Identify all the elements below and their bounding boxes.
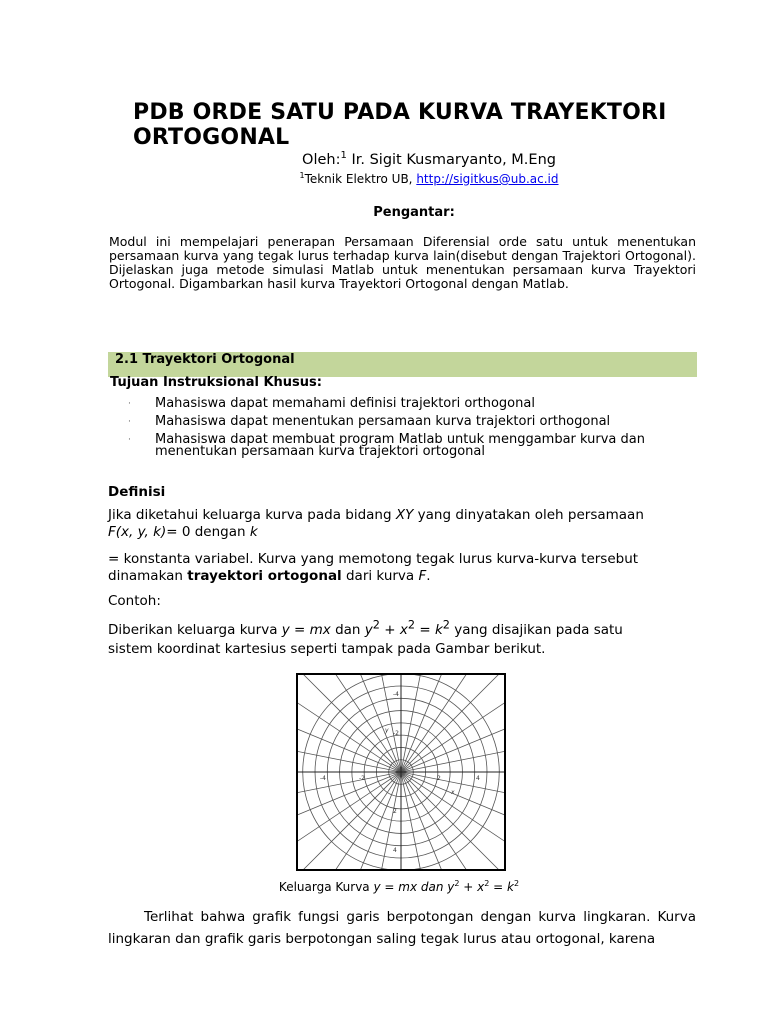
section-title: 2.1 Trayektori Ortogonal	[115, 352, 295, 367]
email-link[interactable]: http://sigitkus@ub.ac.id	[416, 172, 559, 186]
list-item: · Mahasiswa dapat membuat program Matlab untuk menggambar kurva dan menentukan persamaan kurva trajektori ortogonal	[128, 432, 645, 459]
definition-heading: Definisi	[108, 484, 166, 500]
affiliation-line	[0, 172, 768, 186]
x-tick-label: 4	[476, 775, 480, 782]
definition-paragraph-2: = konstanta variabel. Kurva yang memotong tegak lurus kurva-kurva tersebut dinamakan trayektori ortogonal dari kurva F.	[108, 551, 639, 584]
affiliation-text: Teknik Elektro UB,	[304, 172, 417, 186]
objectives-list	[128, 398, 688, 464]
bullet-icon: ·	[128, 417, 131, 427]
author-line	[0, 152, 768, 168]
list-item: · Mahasiswa dapat memahami definisi trajektori orthogonal	[128, 396, 535, 411]
bullet-icon: ·	[128, 435, 131, 445]
x-tick-label: -2	[359, 775, 365, 782]
example-paragraph: Diberikan keluarga kurva y = mx dan $y^2 + x^2 = k^2$ yang disajikan pada satu sistem koordinat kartesius seperti tampak pada Gambar berikut.	[108, 618, 623, 657]
example-label: Contoh:	[108, 593, 161, 609]
affiliation-sup: 1	[299, 171, 305, 180]
definition-paragraph-1: Jika diketahui keluarga kurva pada bidang XY yang dinyatakan oleh persamaan F(x, y, k)= 0 dengan k	[108, 507, 644, 540]
orthogonal-curves-figure	[296, 673, 506, 871]
intro-paragraph: Modul ini mempelajari penerapan Persamaan Diferensial orde satu untuk menentukan persamaan kurva yang tegak lurus terhadap kurva lain(disebut dengan Trajektori Ortogonal). Dijelaskan juga metode simulasi Matlab untuk menentukan persamaan kurva Trayektori Ortogonal. Digambarkan hasil kurva Trayektori Ortogonal dengan Matlab.	[109, 234, 696, 291]
bullet-icon: ·	[128, 399, 131, 409]
y-axis-label: y	[385, 727, 389, 734]
x-tick-label: -4	[320, 775, 326, 782]
document-title: PDB ORDE SATU PADA KURVA TRAYEKTORI ORTOGONAL	[133, 100, 667, 150]
x-axis-label: x	[451, 789, 455, 796]
figure-plot	[298, 675, 504, 869]
y-tick-label: 2	[393, 808, 397, 815]
author-sup: 1	[340, 150, 347, 162]
y-tick-label: 4	[393, 847, 397, 854]
author-name: Ir. Sigit Kusmaryanto, M.Eng	[346, 152, 556, 168]
x-tick-label: 2	[437, 775, 441, 782]
intro-heading: Pengantar:	[373, 205, 455, 220]
y-tick-label: -2	[393, 730, 399, 737]
list-item: · Mahasiswa dapat menentukan persamaan kurva trajektori orthogonal	[128, 414, 611, 429]
section-header	[108, 352, 697, 377]
body-paragraph: Terlihat bahwa grafik fungsi garis berpotongan dengan kurva lingkaran. Kurva lingkaran dan grafik garis berpotongan saling tegak lurus atau ortogonal, karena	[108, 909, 696, 947]
y-tick-label: -4	[393, 691, 399, 698]
objectives-heading: Tujuan Instruksional Khusus:	[110, 375, 322, 390]
author-prefix: Oleh:	[302, 152, 341, 168]
figure-caption: Keluarga Kurva y = mx dan $y^2 + x^2 = k^2$	[278, 879, 520, 894]
